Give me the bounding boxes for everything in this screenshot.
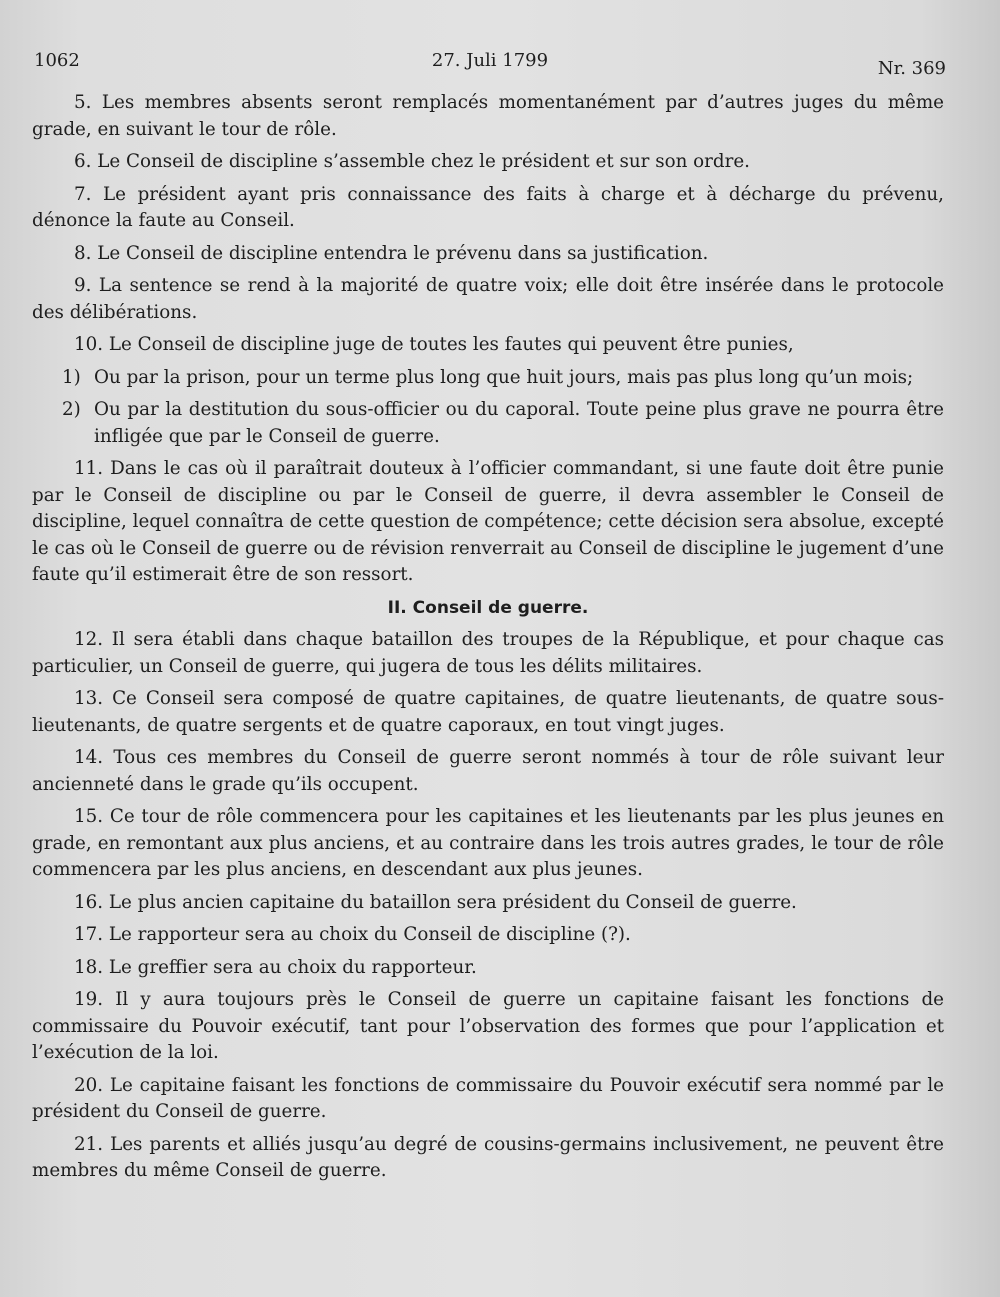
- paragraph-11: 11. Dans le cas où il paraîtrait douteux à l’officier commandant, si une faute doit être punie par le Conseil de discipline ou par le Conseil de guerre, il devra assembler le Conseil de discipline, lequel connaîtra de cette question de compétence; cette décision sera absolue, excepté le cas où le Conseil de guerre ou de révision renverrait au Conseil de discipline le jugement d’une faute qu’il estimerait être de son ressort.: [32, 458, 944, 585]
- sub-item: [32, 397, 944, 450]
- paragraph-6: 6. Le Conseil de discipline s’assemble chez le président et sur son ordre.: [74, 151, 750, 172]
- paragraph-9: 9. La sentence se rend à la majorité de quatre voix; elle doit être insérée dans le protocole des délibérations.: [32, 275, 944, 323]
- paragraph-15: 15. Ce tour de rôle commencera pour les capitaines et les lieutenants par les plus jeunes en grade, en remontant aux plus anciens, et au contraire dans les trois autres grades, le tour de rôle commencera par les plus anciens, en descendant aux plus jeunes.: [32, 806, 944, 880]
- paragraph-13: 13. Ce Conseil sera composé de quatre capitaines, de quatre lieutenants, de quatre sous-lieutenants, de quatre sergents et de quatre caporaux, en tout vingt juges.: [32, 688, 944, 736]
- paragraph-14: 14. Tous ces membres du Conseil de guerre seront nommés à tour de rôle suivant leur ancienneté dans le grade qu’ils occupent.: [32, 747, 944, 795]
- page-number: 1062: [34, 50, 80, 71]
- header-date: 27. Juli 1799: [431, 50, 549, 71]
- sub-item-text: Ou par la destitution du sous-officier ou du caporal. Toute peine plus grave ne pourra être infligée que par le Conseil de guerre.: [94, 399, 944, 447]
- document-number: Nr. 369: [877, 58, 946, 79]
- paragraph-5: 5. Les membres absents seront remplacés momentanément par d’autres juges du même grade, en suivant le tour de rôle.: [32, 92, 944, 140]
- paragraph-8: 8. Le Conseil de discipline entendra le prévenu dans sa justification.: [74, 242, 709, 264]
- sub-item-number: 1): [62, 366, 81, 388]
- sub-item-text: Ou par la prison, pour un terme plus long que huit jours, mais pas plus long qu’un mois;: [94, 366, 914, 388]
- paragraph-19: 19. Il y aura toujours près le Conseil de guerre un capitaine faisant les fonctions de commissaire du Pouvoir exécutif, tant pour l’observation des formes que pour l’application et l’exécution de la loi.: [32, 989, 944, 1063]
- paragraph-17: 17. Le rapporteur sera au choix du Conseil de discipline (?).: [74, 924, 631, 945]
- paragraph-12: 12. Il sera établi dans chaque bataillon des troupes de la République, et pour chaque cas particulier, un Conseil de guerre, qui jugera de tous les délits militaires.: [32, 629, 944, 677]
- paragraph-18: 18. Le greffier sera au choix du rapporteur.: [74, 956, 477, 978]
- paragraph-21: 21. Les parents et alliés jusqu’au degré de cousins-germains inclusivement, ne peuvent être membres du même Conseil de guerre.: [32, 1133, 944, 1181]
- paragraph-10: 10. Le Conseil de discipline juge de toutes les fautes qui peuvent être punies,: [74, 334, 794, 355]
- section-heading: II. Conseil de guerre.: [387, 597, 589, 618]
- page-header: [34, 50, 946, 78]
- paragraph-7: 7. Le président ayant pris connaissance des faits à charge et à décharge du prévenu, dénonce la faute au Conseil.: [32, 183, 944, 231]
- sub-item: [32, 365, 944, 392]
- sub-item-number: 2): [62, 399, 81, 420]
- document-body: [32, 90, 944, 1191]
- paragraph-16: 16. Le plus ancien capitaine du bataillon sera président du Conseil de guerre.: [74, 891, 797, 913]
- paragraph-20: 20. Le capitaine faisant les fonctions de commissaire du Pouvoir exécutif sera nommé par le président du Conseil de guerre.: [32, 1074, 944, 1122]
